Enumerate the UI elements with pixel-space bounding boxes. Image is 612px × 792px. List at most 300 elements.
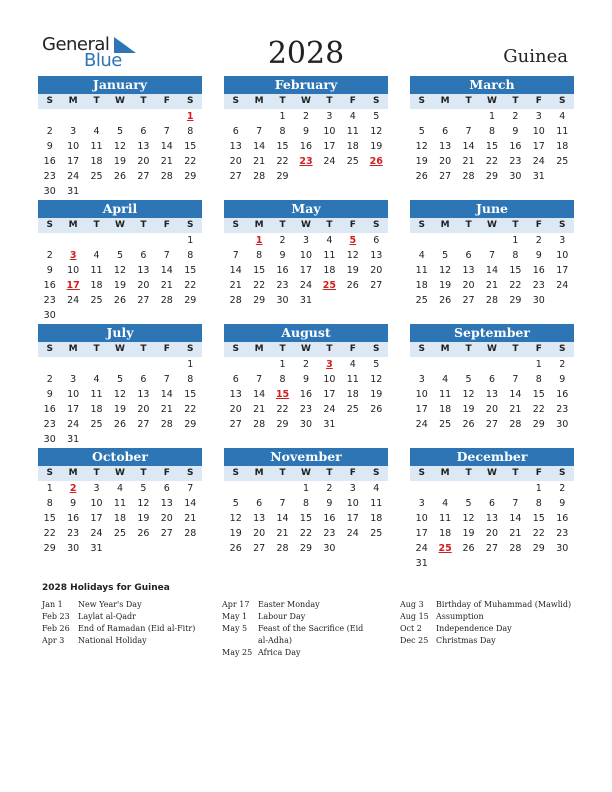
day-cell: 7 [232, 250, 239, 261]
weekday-label: W [487, 344, 497, 354]
day-cell: 23 [67, 528, 80, 539]
day-cell: 7 [256, 126, 263, 137]
week-row [224, 417, 388, 432]
day-cell: 8 [46, 498, 53, 509]
day-cell [433, 556, 456, 571]
day-cell: 2 [559, 359, 566, 370]
day-cell: 20 [439, 156, 452, 167]
weekday-label: F [163, 344, 170, 354]
holidays-title: 2028 Holidays for Guinea [42, 583, 170, 593]
day-cell: 10 [532, 126, 545, 137]
week-row [224, 357, 388, 372]
day-cell: 24 [323, 404, 336, 415]
week-row [410, 541, 574, 556]
day-cell: 17 [532, 141, 545, 152]
day-cell: 1 [512, 235, 519, 246]
day-cell [318, 169, 341, 184]
day-cell [341, 417, 364, 432]
holiday-date: Jan 1 [42, 600, 63, 609]
day-cell [410, 233, 433, 248]
day-cell: 8 [279, 374, 286, 385]
day-cell: 9 [326, 498, 333, 509]
day-cell [365, 293, 388, 308]
weekday-label: F [349, 96, 356, 106]
day-cell: 5 [116, 374, 123, 385]
day-cell: 22 [184, 280, 197, 291]
weekday-label: S [232, 344, 239, 354]
day-cell: 22 [532, 404, 545, 415]
week-row [38, 109, 202, 124]
day-cell: 30 [43, 434, 56, 445]
holiday-entry [42, 635, 212, 647]
holiday-day-cell: 25 [322, 280, 337, 291]
day-cell: 15 [184, 141, 197, 152]
day-cell: 11 [90, 389, 103, 400]
day-cell: 4 [442, 374, 449, 385]
weekday-label: M [254, 220, 264, 230]
weekday-header [410, 342, 574, 357]
weekday-label: W [115, 220, 125, 230]
day-cell: 13 [137, 389, 150, 400]
day-cell: 26 [462, 419, 475, 430]
weekday-label: W [115, 96, 125, 106]
holiday-day-cell: 3 [69, 250, 77, 261]
week-row [410, 169, 574, 184]
week-row [224, 169, 388, 184]
day-cell: 4 [116, 483, 123, 494]
month-january [38, 76, 202, 199]
day-cell: 26 [137, 528, 150, 539]
day-cell [132, 432, 155, 447]
day-cell: 19 [137, 513, 150, 524]
day-cell: 15 [532, 389, 545, 400]
day-cell: 13 [160, 498, 173, 509]
weekday-label: F [535, 344, 542, 354]
day-cell: 11 [113, 498, 127, 509]
day-cell: 28 [485, 295, 499, 306]
day-cell: 10 [346, 498, 359, 509]
day-cell: 28 [229, 295, 242, 306]
day-cell: 13 [439, 141, 452, 152]
day-cell: 6 [488, 498, 495, 509]
day-cell: 6 [488, 374, 495, 385]
day-cell: 9 [279, 250, 286, 261]
day-cell: 31 [90, 543, 103, 554]
weekday-label: M [68, 220, 78, 230]
day-cell: 7 [163, 250, 170, 261]
month-july [38, 324, 202, 447]
day-cell: 1 [187, 359, 194, 370]
week-row [38, 248, 202, 263]
day-cell: 22 [184, 156, 197, 167]
day-cell: 5 [418, 126, 425, 137]
day-cell: 23 [556, 528, 569, 539]
day-cell: 2 [559, 483, 566, 494]
weekday-label: S [46, 468, 53, 478]
day-cell: 2 [279, 235, 286, 246]
day-cell: 11 [346, 126, 359, 137]
week-row [410, 124, 574, 139]
day-cell: 13 [137, 265, 150, 276]
day-cell: 22 [184, 404, 197, 415]
day-cell: 29 [184, 419, 197, 430]
day-cell: 19 [370, 389, 383, 400]
day-cell: 16 [43, 280, 56, 291]
day-cell [457, 233, 480, 248]
month-august [224, 324, 388, 432]
day-cell: 28 [253, 419, 266, 430]
day-cell: 23 [43, 419, 56, 430]
week-row [410, 372, 574, 387]
day-cell: 20 [137, 156, 150, 167]
holiday-day-cell: 3 [326, 359, 333, 370]
day-cell: 19 [462, 528, 475, 539]
weekday-label: T [93, 468, 100, 478]
day-cell: 26 [229, 543, 242, 554]
weekday-label: M [68, 468, 78, 478]
day-cell: 6 [232, 126, 239, 137]
holiday-date: Feb 23 [42, 612, 70, 621]
day-cell: 21 [229, 280, 242, 291]
week-row [410, 417, 574, 432]
day-cell: 24 [323, 156, 336, 167]
day-cell: 13 [229, 141, 242, 152]
day-cell: 25 [370, 528, 383, 539]
weekday-header [410, 218, 574, 233]
day-cell: 5 [232, 498, 239, 509]
weekday-header [224, 94, 388, 109]
day-cell [108, 109, 131, 124]
day-cell: 20 [229, 404, 242, 415]
day-cell: 5 [373, 111, 380, 122]
day-cell: 21 [485, 280, 499, 291]
day-cell: 20 [485, 404, 499, 415]
weekday-label: S [373, 96, 380, 106]
day-cell: 14 [253, 141, 266, 152]
weekday-label: F [163, 468, 170, 478]
day-cell: 28 [160, 295, 173, 306]
weekday-label: T [140, 468, 147, 478]
day-cell: 26 [370, 404, 383, 415]
day-cell [61, 109, 84, 124]
day-cell: 7 [512, 498, 519, 509]
day-cell: 22 [253, 280, 266, 291]
weekday-label: M [440, 344, 450, 354]
day-cell [61, 308, 84, 323]
day-cell: 18 [90, 280, 103, 291]
year-title: 2028 [267, 36, 345, 71]
day-cell: 7 [163, 374, 170, 385]
weekday-label: S [46, 344, 53, 354]
week-row [224, 263, 388, 278]
week-row [410, 357, 574, 372]
weekday-label: S [559, 96, 566, 106]
weekday-label: T [93, 220, 100, 230]
weekday-label: T [465, 96, 472, 106]
day-cell: 24 [299, 280, 313, 291]
week-row [38, 308, 202, 323]
logo-general-text: General [42, 34, 110, 55]
week-row [224, 511, 388, 526]
weekday-label: S [46, 96, 53, 106]
day-cell [318, 293, 341, 308]
day-cell: 3 [326, 111, 333, 122]
month-march [410, 76, 574, 184]
day-cell [504, 481, 527, 496]
day-cell: 6 [256, 498, 263, 509]
day-cell [61, 357, 84, 372]
weekday-label: T [326, 344, 333, 354]
day-cell [551, 293, 574, 308]
day-cell: 10 [299, 250, 313, 261]
month-september [410, 324, 574, 432]
day-cell: 15 [509, 265, 522, 276]
day-cell: 11 [556, 126, 569, 137]
day-cell [108, 184, 131, 199]
day-cell: 11 [415, 265, 428, 276]
holiday-day-cell: 5 [349, 235, 357, 246]
weekday-label: S [559, 344, 566, 354]
day-cell: 13 [137, 141, 150, 152]
day-cell: 26 [113, 171, 127, 182]
day-cell [155, 357, 178, 372]
day-cell: 17 [323, 141, 336, 152]
day-cell: 22 [276, 404, 289, 415]
month-title: February [224, 76, 388, 94]
day-cell: 18 [370, 513, 383, 524]
day-cell: 30 [509, 171, 522, 182]
month-title: June [410, 200, 574, 218]
day-cell: 18 [90, 404, 103, 415]
day-cell: 19 [113, 404, 127, 415]
day-cell: 20 [253, 528, 266, 539]
week-row [224, 496, 388, 511]
day-cell: 16 [509, 141, 522, 152]
day-cell [457, 481, 480, 496]
day-cell: 4 [93, 126, 100, 137]
day-cell: 22 [276, 156, 289, 167]
day-cell [365, 541, 388, 556]
holiday-day-cell: 1 [186, 111, 194, 122]
day-cell: 2 [46, 250, 53, 261]
week-row [38, 432, 202, 447]
day-cell: 12 [113, 389, 127, 400]
day-cell [433, 481, 456, 496]
weekday-header [224, 218, 388, 233]
day-cell: 8 [535, 374, 542, 385]
weekday-label: S [187, 220, 194, 230]
day-cell: 12 [439, 265, 452, 276]
day-cell: 27 [439, 171, 452, 182]
holiday-entry [222, 647, 372, 659]
day-cell [38, 109, 61, 124]
week-row [410, 556, 574, 571]
weekday-label: F [163, 220, 170, 230]
weekday-label: T [93, 344, 100, 354]
day-cell: 30 [532, 295, 545, 306]
day-cell: 11 [90, 265, 103, 276]
day-cell: 23 [43, 295, 56, 306]
weekday-label: S [187, 468, 194, 478]
day-cell: 21 [160, 280, 173, 291]
weekday-header [224, 342, 388, 357]
day-cell: 12 [415, 141, 428, 152]
day-cell: 1 [46, 483, 53, 494]
week-row [410, 387, 574, 402]
holiday-date: Aug 3 [400, 600, 424, 609]
holiday-name: Laylat al-Qadr [78, 612, 136, 621]
day-cell: 29 [276, 171, 289, 182]
week-row [224, 481, 388, 496]
day-cell: 16 [532, 265, 545, 276]
day-cell [410, 357, 433, 372]
day-cell: 7 [163, 126, 170, 137]
day-cell: 7 [465, 126, 472, 137]
day-cell: 15 [43, 513, 56, 524]
day-cell: 3 [70, 374, 77, 385]
week-row [224, 526, 388, 541]
day-cell: 17 [90, 513, 103, 524]
day-cell: 10 [90, 498, 103, 509]
day-cell: 29 [43, 543, 56, 554]
day-cell: 21 [509, 528, 522, 539]
day-cell: 4 [326, 235, 333, 246]
week-row [224, 139, 388, 154]
day-cell: 10 [67, 265, 80, 276]
day-cell: 2 [46, 374, 53, 385]
weekday-label: T [140, 220, 147, 230]
holiday-entry [42, 599, 212, 611]
weekday-label: S [232, 96, 239, 106]
day-cell: 18 [556, 141, 569, 152]
day-cell: 19 [113, 156, 127, 167]
day-cell [480, 233, 503, 248]
day-cell: 8 [256, 250, 263, 261]
weekday-header [38, 94, 202, 109]
day-cell [132, 184, 155, 199]
day-cell: 30 [43, 310, 56, 321]
day-cell: 28 [276, 543, 289, 554]
month-title: December [410, 448, 574, 466]
weekday-label: S [232, 468, 239, 478]
day-cell [365, 417, 388, 432]
day-cell: 8 [535, 498, 542, 509]
weekday-label: T [279, 96, 286, 106]
day-cell: 6 [163, 483, 170, 494]
month-may [224, 200, 388, 308]
weekday-label: M [254, 344, 264, 354]
week-row [38, 357, 202, 372]
day-cell: 1 [279, 111, 286, 122]
day-cell [108, 357, 131, 372]
day-cell [551, 169, 574, 184]
day-cell: 19 [370, 141, 383, 152]
day-cell: 9 [46, 141, 53, 152]
holiday-date: Feb 26 [42, 624, 70, 633]
weekday-label: S [46, 220, 53, 230]
month-title: November [224, 448, 388, 466]
day-cell: 21 [462, 156, 475, 167]
day-cell: 13 [370, 250, 383, 261]
day-cell: 29 [276, 419, 289, 430]
day-cell: 28 [509, 419, 522, 430]
day-cell: 11 [370, 498, 383, 509]
day-cell: 5 [116, 250, 123, 261]
day-cell: 23 [556, 404, 569, 415]
day-cell: 4 [93, 374, 100, 385]
day-cell: 25 [90, 295, 103, 306]
day-cell: 29 [485, 171, 499, 182]
week-row [224, 372, 388, 387]
day-cell: 17 [556, 265, 569, 276]
day-cell: 18 [439, 404, 452, 415]
day-cell: 31 [299, 295, 313, 306]
month-title: October [38, 448, 202, 466]
day-cell: 27 [160, 528, 173, 539]
week-row [38, 278, 202, 293]
weekday-label: S [418, 468, 425, 478]
day-cell: 14 [485, 265, 499, 276]
week-row [38, 184, 202, 199]
day-cell: 4 [418, 250, 425, 261]
day-cell: 14 [160, 265, 173, 276]
day-cell: 27 [370, 280, 383, 291]
day-cell: 23 [43, 171, 56, 182]
weekday-label: M [440, 468, 450, 478]
weekday-label: W [301, 220, 311, 230]
day-cell: 24 [346, 528, 359, 539]
holiday-entry [222, 611, 372, 623]
week-row [38, 496, 202, 511]
day-cell: 4 [349, 111, 356, 122]
day-cell: 29 [532, 419, 545, 430]
weekday-header [38, 218, 202, 233]
day-cell: 15 [485, 141, 499, 152]
day-cell: 4 [442, 498, 449, 509]
weekday-label: S [187, 96, 194, 106]
month-december [410, 448, 574, 571]
day-cell: 21 [253, 156, 266, 167]
week-row [410, 278, 574, 293]
day-cell: 17 [67, 156, 80, 167]
day-cell: 25 [556, 156, 569, 167]
day-cell: 21 [509, 404, 522, 415]
day-cell: 14 [184, 498, 197, 509]
holiday-name: Independence Day [436, 624, 512, 633]
holiday-day-cell: 23 [299, 156, 313, 167]
day-cell: 8 [187, 126, 194, 137]
day-cell: 20 [462, 280, 475, 291]
day-cell [504, 556, 527, 571]
day-cell: 28 [160, 419, 173, 430]
day-cell: 2 [46, 126, 53, 137]
month-november [224, 448, 388, 556]
day-cell: 8 [187, 374, 194, 385]
weekday-label: F [535, 468, 542, 478]
day-cell: 4 [559, 111, 566, 122]
week-row [410, 293, 574, 308]
day-cell: 21 [253, 404, 266, 415]
country-name: Guinea [503, 46, 568, 67]
day-cell: 1 [302, 483, 309, 494]
day-cell: 22 [509, 280, 522, 291]
holiday-date: Dec 25 [400, 636, 429, 645]
weekday-label: M [440, 220, 450, 230]
day-cell: 15 [532, 513, 545, 524]
week-row [38, 417, 202, 432]
day-cell: 23 [532, 280, 545, 291]
holiday-date: Aug 15 [400, 612, 429, 621]
